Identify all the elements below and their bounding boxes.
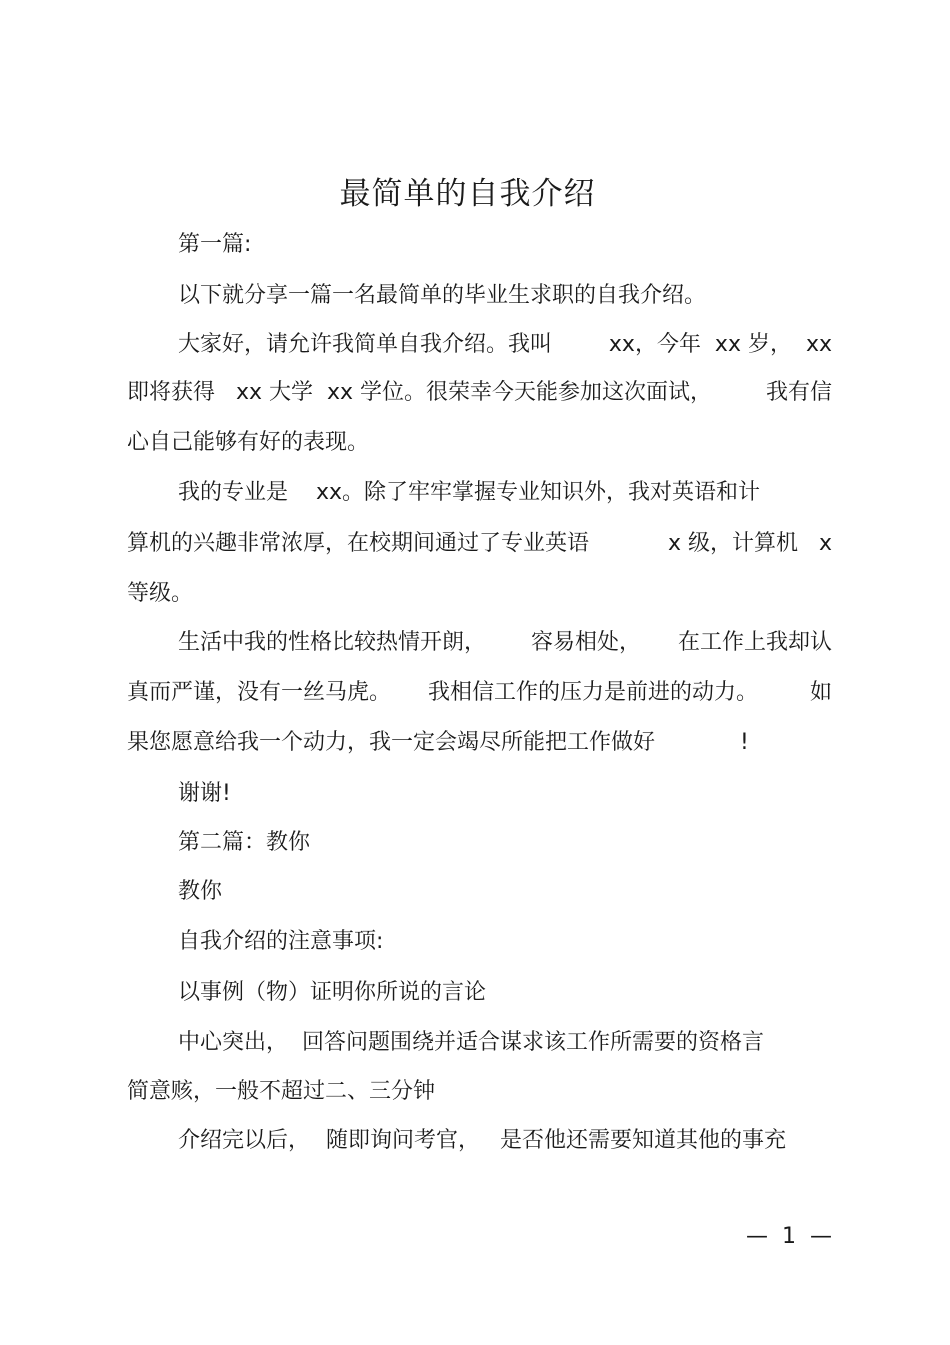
section-heading-2: 第二篇：教你 xyxy=(178,830,311,855)
section-heading-1: 第一篇: xyxy=(178,232,252,257)
paragraph-line: 算机的兴趣非常浓厚，在校期间通过了专业英语 xyxy=(127,531,590,556)
paragraph-line: 大家好，请允许我简单自我介绍。我叫 xyxy=(178,332,553,357)
paragraph-line: 谢谢! xyxy=(178,781,231,806)
paragraph-line: 在工作上我却认 xyxy=(677,630,832,655)
paragraph-line: 自我介绍的注意事项: xyxy=(178,929,384,954)
paragraph-line: 以事例（物）证明你所说的言论 xyxy=(178,980,487,1005)
page-number: — 1 — xyxy=(746,1224,832,1249)
paragraph-line: 果您愿意给我一个动力，我一定会竭尽所能把工作做好 xyxy=(127,730,656,755)
paragraph-line: 真而严谨，没有一丝马虎。 xyxy=(127,680,392,705)
paragraph-line: 是否他还需要知道其他的事充 xyxy=(500,1128,787,1153)
paragraph-line: 如 xyxy=(809,680,832,705)
paragraph-line: xx，今年 xx 岁， xx xyxy=(608,332,832,357)
document-title: 最简单的自我介绍 xyxy=(339,176,596,212)
paragraph-line: 生活中我的性格比较热情开朗， xyxy=(178,630,487,655)
paragraph-line: 简意赅，一般不超过二、三分钟 xyxy=(127,1079,436,1104)
paragraph-line: 中心突出， 回答问题围绕并适合谋求该工作所需要的资格言 xyxy=(178,1030,764,1055)
paragraph-line: 教你 xyxy=(178,879,223,904)
paragraph-line: 我有信 xyxy=(765,380,832,405)
paragraph-line: 心自己能够有好的表现。 xyxy=(127,430,370,455)
paragraph-line: 随即询问考官， xyxy=(326,1128,481,1153)
paragraph-line: 以下就分享一篇一名最简单的毕业生求职的自我介绍。 xyxy=(178,283,707,308)
paragraph-line: x 级，计算机 x xyxy=(667,531,832,556)
paragraph-line: ! xyxy=(740,730,749,755)
paragraph-line: 我相信工作的压力是前进的动力。 xyxy=(428,680,759,705)
paragraph-line: 介绍完以后， xyxy=(178,1128,311,1153)
paragraph-line: 即将获得 xx 大学 xx 学位。很荣幸今天能参加这次面试， xyxy=(127,380,713,405)
paragraph-line: 我的专业是 xx。除了牢牢掌握专业知识外，我对英语和计 xyxy=(178,480,761,505)
paragraph-line: 等级。 xyxy=(127,581,194,606)
paragraph-line: 容易相处， xyxy=(531,630,642,655)
